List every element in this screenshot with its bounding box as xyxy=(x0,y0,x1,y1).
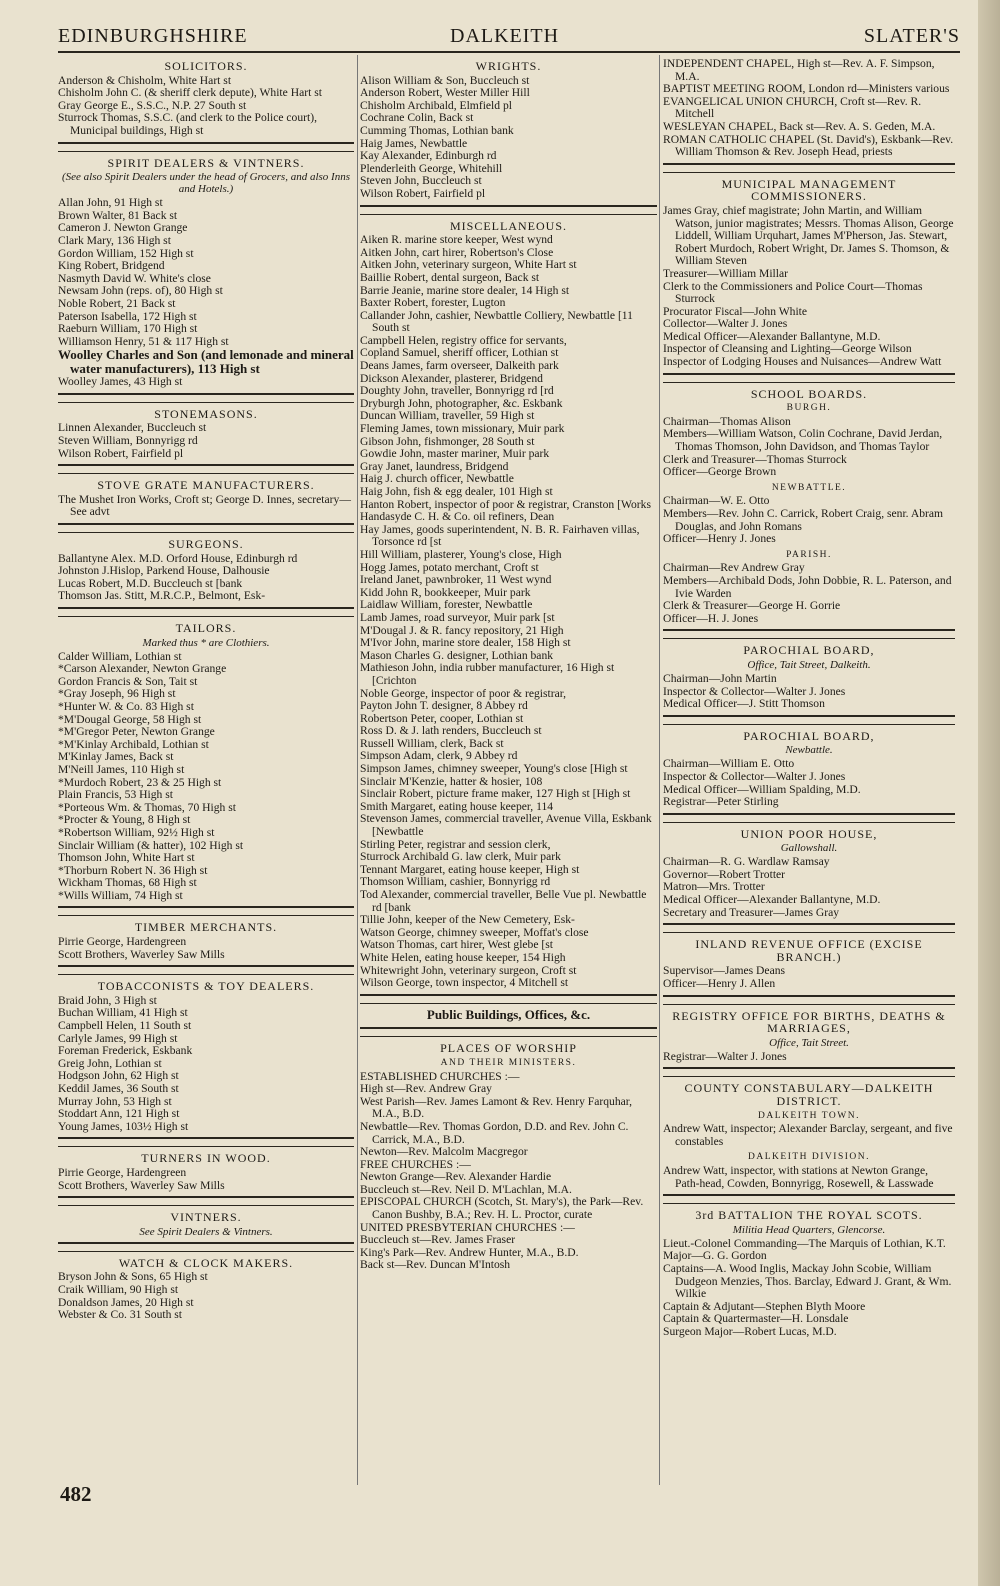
directory-entry: Deans James, farm overseer, Dalkeith park xyxy=(360,359,559,373)
directory-entry: Donaldson James, 20 High st xyxy=(58,1295,194,1309)
directory-entry: Andrew Watt, inspector; Alexander Barclay, sergeant, and five constables xyxy=(663,1122,953,1148)
directory-entry-advert: Woolley Charles and Son (and lemonade and mineral water manufacturers), 113 High st xyxy=(58,347,354,377)
directory-entry: *Murdoch Robert, 23 & 25 High st xyxy=(58,775,222,789)
section-divider xyxy=(663,1194,955,1204)
directory-entry: Gowdie John, master mariner, Muir park xyxy=(360,447,550,461)
directory-entry: Aitken John, cart hirer, Robertson's Close xyxy=(360,245,554,259)
directory-entry: Noble Robert, 21 Back st xyxy=(58,296,176,310)
directory-entry: Haig James, Newbattle xyxy=(360,136,468,150)
directory-entry: Fleming James, town missionary, Muir park xyxy=(360,422,565,436)
directory-entry: Chairman—W. E. Otto xyxy=(663,494,770,508)
directory-entry: Clerk and Treasurer—Thomas Sturrock xyxy=(663,452,847,466)
section-heading: COUNTY CONSTABULARY—DALKEITH DISTRICT. xyxy=(684,1081,934,1108)
directory-entry: Callander John, cashier, Newbattle Colliery, Newbattle [11 South st xyxy=(360,308,633,335)
section-divider xyxy=(663,1067,955,1077)
directory-entry: Campbell Helen, 11 South st xyxy=(58,1019,192,1033)
column-rule xyxy=(357,55,358,1485)
directory-entry: Buccleuch st—Rev. James Fraser xyxy=(360,1233,516,1247)
section-heading: TIMBER MERCHANTS. xyxy=(134,920,278,935)
directory-entry: Campbell Helen, registry office for servants, xyxy=(360,333,567,347)
directory-entry: Officer—Henry J. Jones xyxy=(663,532,776,546)
directory-entry: Carlyle James, 99 High st xyxy=(58,1031,178,1045)
directory-entry: Members—William Watson, Colin Cochrane, David Jerdan, Thomas Thomson, John Davidson, and Thomas Taylor xyxy=(663,427,943,454)
section-divider xyxy=(663,715,955,725)
directory-entry: Sinclair William (& hatter), 102 High st xyxy=(58,838,244,852)
directory-entry: Kidd John R, bookkeeper, Muir park xyxy=(360,585,531,599)
directory-entry: Governor—Robert Trotter xyxy=(663,867,786,881)
directory-entry: Members—Rev. John C. Carrick, Robert Craig, senr. Abram Douglas, and John Romans xyxy=(663,507,944,533)
section-note: Newbattle. xyxy=(785,744,833,757)
directory-entry: Captain & Quartermaster—H. Lonsdale xyxy=(663,1312,849,1326)
directory-section xyxy=(58,464,354,519)
directory-entry: Wilson George, town inspector, 4 Mitchell st xyxy=(360,976,569,990)
section-divider xyxy=(663,995,955,1005)
section-note: See Spirit Dealers & Vintners. xyxy=(139,1225,273,1238)
directory-entry: Registrar—Peter Stirling xyxy=(663,795,779,809)
directory-entry: M'Neill James, 110 High st xyxy=(58,762,185,776)
directory-entry: Inspector & Collector—Walter J. Jones xyxy=(663,769,846,783)
section-note: Gallowshall. xyxy=(780,842,838,855)
section-heading: WRIGHTS. xyxy=(475,59,542,73)
section-heading: SOLICITORS. xyxy=(164,59,248,73)
directory-entry: Lieut.-Colonel Commanding—The Marquis of Lothian, K.T. xyxy=(663,1236,946,1250)
directory-entry: Linnen Alexander, Buccleuch st xyxy=(58,421,207,435)
directory-entry: Tillie John, keeper of the New Cemetery, Esk- xyxy=(360,913,575,927)
directory-section xyxy=(58,142,354,389)
directory-entry: Chairman—Rev Andrew Gray xyxy=(663,561,805,575)
column-middle xyxy=(360,58,657,1275)
directory-entry: Inspector of Cleansing and Lighting—George Wilson xyxy=(663,342,912,356)
directory-entry: Young James, 103½ High st xyxy=(58,1119,189,1133)
directory-entry: King's Park—Rev. Andrew Hunter, M.A., B.D. xyxy=(360,1245,579,1259)
section-note: Office, Tait Street. xyxy=(769,1036,849,1049)
directory-entry: Haig John, fish & egg dealer, 101 High st xyxy=(360,485,553,498)
directory-section xyxy=(663,163,955,369)
directory-entry: Chairman—Thomas Alison xyxy=(663,414,791,428)
directory-entry: Allan John, 91 High st xyxy=(58,196,163,210)
directory-entry: Registrar—Walter J. Jones xyxy=(663,1049,787,1063)
directory-entry: BAPTIST MEETING ROOM, London rd—Ministers various xyxy=(663,82,950,96)
column-left xyxy=(58,58,354,1325)
section-heading: Public Buildings, Offices, &c. xyxy=(426,1006,591,1022)
section-note: Militia Head Quarters, Glencorse. xyxy=(732,1223,886,1236)
directory-entry: Newton Grange—Rev. Alexander Hardie xyxy=(360,1170,552,1184)
directory-entry: Mathieson John, india rubber manufacturer, 16 High st [Crichton xyxy=(360,661,615,687)
directory-entry: Sinclair Robert, picture frame maker, 127 High st [High st xyxy=(360,787,631,801)
directory-entry: Alison William & Son, Buccleuch st xyxy=(360,73,530,87)
directory-section xyxy=(58,523,354,603)
directory-section xyxy=(663,58,955,159)
section-heading: WATCH & CLOCK MAKERS. xyxy=(118,1255,294,1270)
directory-section xyxy=(663,923,955,990)
directory-entry: Keddil James, 36 South st xyxy=(58,1082,179,1095)
page-number: 482 xyxy=(60,1482,92,1506)
section-heading: MISCELLANEOUS. xyxy=(449,218,567,233)
directory-entry: Plenderleith George, Whitehill xyxy=(360,161,503,175)
directory-section xyxy=(663,1151,955,1190)
directory-section xyxy=(58,1242,354,1322)
directory-entry: Hogg James, potato merchant, Croft st xyxy=(360,560,539,574)
directory-entry: Thomson Jas. Stitt, M.R.C.P., Belmont, Esk- xyxy=(58,589,266,603)
directory-entry: Bryson John & Sons, 65 High st xyxy=(58,1270,208,1284)
section-subheading: DALKEITH TOWN. xyxy=(758,1110,860,1121)
directory-entry: Sturrock Thomas, S.S.C. (and clerk to the Police court), Municipal buildings, High st xyxy=(58,111,317,137)
directory-entry: Webster & Co. 31 South st xyxy=(58,1308,183,1322)
directory-entry: Gordon Francis & Son, Tait st xyxy=(58,674,198,688)
header-publisher: SLATER'S xyxy=(863,25,960,47)
directory-entry: EPISCOPAL CHURCH (Scotch, St. Mary's), the Park—Rev. Canon Bushby, B.A.; Rev. H. L. Proctor, curate xyxy=(360,1195,644,1222)
directory-entry: *Procter & Young, 8 High st xyxy=(58,813,191,827)
section-divider xyxy=(58,464,354,474)
directory-entry: Hill William, plasterer, Young's close, High xyxy=(360,547,562,561)
section-divider xyxy=(360,994,657,1004)
directory-entry: Plain Francis, 53 High st xyxy=(58,788,173,802)
directory-entry: Whitewright John, veterinary surgeon, Croft st xyxy=(360,963,577,977)
directory-entry: Gordon William, 152 High st xyxy=(58,246,194,260)
page-edge xyxy=(978,0,1000,1586)
directory-entry: Lucas Robert, M.D. Buccleuch st [bank xyxy=(58,576,243,590)
directory-entry: Buccleuch st—Rev. Neil D. M'Lachlan, M.A. xyxy=(360,1182,572,1196)
directory-entry: Greig John, Lothian st xyxy=(58,1056,162,1070)
directory-entry: Aiken R. marine store keeper, West wynd xyxy=(360,233,553,247)
directory-entry: Clark Mary, 136 High st xyxy=(58,233,171,247)
directory-section xyxy=(58,60,354,138)
directory-entry: M'Kinlay James, Back st xyxy=(58,750,174,764)
directory-entry: Cameron J. Newton Grange xyxy=(58,221,188,235)
directory-entry: *Thorburn Robert N. 36 High st xyxy=(58,863,208,877)
directory-entry: *Carson Alexander, Newton Grange xyxy=(58,662,227,676)
directory-entry: *Wills William, 74 High st xyxy=(58,888,183,902)
directory-entry: Brown Walter, 81 Back st xyxy=(58,208,178,222)
section-divider xyxy=(58,393,354,403)
directory-entry: Noble George, inspector of poor & registrar, xyxy=(360,686,567,700)
section-heading: TOBACCONISTS & TOY DEALERS. xyxy=(97,979,315,994)
directory-entry: Supervisor—James Deans xyxy=(663,964,786,978)
directory-entry: Robertson Peter, cooper, Lothian st xyxy=(360,711,524,725)
directory-entry: Members—Archibald Dods, John Dobbie, R. L. Paterson, and Ivie Warden xyxy=(663,573,952,600)
section-heading: STONEMASONS. xyxy=(154,406,258,421)
directory-entry: *Porteous Wm. & Thomas, 70 High st xyxy=(58,800,236,814)
directory-entry: Hay James, goods superintendent, N. B. R. Fairhaven villas, Torsonce rd [st xyxy=(360,522,640,549)
directory-entry: High st—Rev. Andrew Gray xyxy=(360,1082,492,1096)
section-divider xyxy=(58,607,354,617)
directory-section xyxy=(663,482,955,546)
directory-entry: Ballantyne Alex. M.D. Orford House, Edinburgh rd xyxy=(58,551,298,565)
directory-entry: Thomson John, White Hart st xyxy=(58,851,195,865)
directory-entry: Gray Janet, laundress, Bridgend xyxy=(360,459,509,473)
directory-entry: ROMAN CATHOLIC CHAPEL (St. David's), Eskbank—Rev. William Thomson & Rev. Joseph Head, priests xyxy=(663,132,954,159)
directory-entry: Haig J. church officer, Newbattle xyxy=(360,472,514,486)
directory-entry: Andrew Watt, inspector, with stations at Newton Grange, Path-head, Cowden, Bonnyrigg, Rosewell, & Lasswade xyxy=(663,1163,934,1190)
directory-entry: Tennant Margaret, eating house keeper, High st xyxy=(360,862,580,876)
directory-entry: EVANGELICAL UNION CHURCH, Croft st—Rev. R. Mitchell xyxy=(663,94,922,121)
section-divider xyxy=(663,629,955,639)
directory-entry: Lamb James, road surveyor, Muir park [st xyxy=(360,610,555,624)
directory-entry: Watson George, chimney sweeper, Moffat's close xyxy=(360,925,589,939)
directory-entry: Baxter Robert, forester, Lugton xyxy=(360,296,506,310)
directory-entry: Nasmyth David W. White's close xyxy=(58,271,211,285)
directory-entry: Clerk & Treasurer—George H. Gorrie xyxy=(663,599,841,613)
directory-section xyxy=(663,1067,955,1148)
directory-entry: *M'Gregor Peter, Newton Grange xyxy=(58,725,215,739)
section-divider xyxy=(663,813,955,823)
section-heading: PAROCHIAL BOARD, xyxy=(743,643,875,658)
directory-entry: Medical Officer—J. Stitt Thomson xyxy=(663,697,825,711)
section-divider xyxy=(58,142,354,152)
directory-entry: M'Ivor John, marine store dealer, 158 High st xyxy=(360,636,571,650)
directory-section xyxy=(360,60,657,201)
directory-entry: Stevenson James, commercial traveller, Avenue Villa, Eskbank [Newbattle xyxy=(360,812,652,839)
directory-entry: Barrie Jeanie, marine store dealer, 14 High st xyxy=(360,283,570,297)
directory-entry: Wilson Robert, Fairfield pl xyxy=(360,186,486,200)
directory-entry: Dryburgh John, photographer, &c. Eskbank xyxy=(360,396,563,410)
header-rule xyxy=(58,51,960,53)
directory-entry: Major—G. G. Gordon xyxy=(663,1249,767,1263)
section-divider xyxy=(58,523,354,533)
directory-entry: Chisholm Archibald, Elmfield pl xyxy=(360,98,512,112)
directory-entry: Raeburn William, 170 High st xyxy=(58,322,198,336)
directory-entry: Smith Margaret, eating house keeper, 114 xyxy=(360,799,554,813)
section-heading: STOVE GRATE MANUFACTURERS. xyxy=(97,478,315,493)
directory-entry: UNITED PRESBYTERIAN CHURCHES :— xyxy=(360,1220,575,1234)
section-heading: VINTNERS. xyxy=(170,1210,242,1225)
directory-entry: Treasurer—William Millar xyxy=(663,266,789,280)
directory-entry: Clerk to the Commissioners and Police Court—Thomas Sturrock xyxy=(663,279,923,306)
directory-entry: Johnston J.Hislop, Parkend House, Dalhousie xyxy=(58,564,270,578)
section-heading: SCHOOL BOARDS. xyxy=(750,386,868,401)
directory-entry: Thomson William, cashier, Bonnyrigg rd xyxy=(360,875,551,889)
section-divider xyxy=(58,1137,354,1147)
directory-entry: Doughty John, traveller, Bonnyrigg rd [rd xyxy=(360,384,554,398)
section-divider xyxy=(663,163,955,173)
directory-section xyxy=(58,1137,354,1192)
directory-entry: Medical Officer—Alexander Ballantyne, M.D. xyxy=(663,893,881,907)
directory-entry: Handasyde C. H. & Co. oil refiners, Dean xyxy=(360,510,555,524)
directory-entry: Copland Samuel, sheriff officer, Lothian st xyxy=(360,346,559,360)
directory-entry: Newsam John (reps. of), 80 High st xyxy=(58,284,223,298)
directory-entry: Duncan William, traveller, 59 High st xyxy=(360,409,535,423)
section-heading: 3rd BATTALION THE ROYAL SCOTS. xyxy=(695,1208,923,1223)
section-heading: SPIRIT DEALERS & VINTNERS. xyxy=(107,155,305,170)
section-divider xyxy=(663,923,955,933)
directory-entry: Ireland Janet, pawnbroker, 11 West wynd xyxy=(360,573,552,587)
directory-entry: Surgeon Major—Robert Lucas, M.D. xyxy=(663,1324,837,1338)
section-divider xyxy=(58,1196,354,1206)
section-subheading: BURGH. xyxy=(786,403,832,414)
section-divider xyxy=(360,1027,657,1037)
directory-entry: Scott Brothers, Waverley Saw Mills xyxy=(58,1178,225,1192)
section-divider xyxy=(360,205,657,215)
directory-section xyxy=(58,1196,354,1238)
directory-entry: Watson Thomas, cart hirer, West glebe [st xyxy=(360,938,553,952)
directory-entry: Mason Charles G. designer, Lothian bank xyxy=(360,648,554,662)
directory-entry: Calder William, Lothian st xyxy=(58,649,182,663)
directory-entry: M'Dougal J. & R. fancy repository, 21 High xyxy=(360,623,564,637)
directory-entry: White Helen, eating house keeper, 154 High xyxy=(360,950,566,964)
directory-entry: Craik William, 90 High st xyxy=(58,1282,179,1296)
directory-entry: Buchan William, 41 High st xyxy=(58,1006,188,1020)
directory-entry: Dickson Alexander, plasterer, Bridgend xyxy=(360,371,543,385)
directory-entry: Sinclair M'Kenzie, hatter & hosier, 108 xyxy=(360,774,543,788)
directory-entry: The Mushet Iron Works, Croft st; George D. Innes, secretary—See advt xyxy=(58,492,351,519)
directory-entry: Inspector & Collector—Walter J. Jones xyxy=(663,684,846,698)
directory-entry: Officer—George Brown xyxy=(663,465,777,479)
directory-entry: Williamson Henry, 51 & 117 High st xyxy=(58,334,229,348)
header-town: DALKEITH xyxy=(450,25,560,47)
directory-entry: Simpson James, chimney sweeper, Young's close [High st xyxy=(360,762,628,776)
directory-section xyxy=(663,629,955,710)
directory-entry: Chairman—William E. Otto xyxy=(663,757,795,771)
directory-section xyxy=(58,393,354,460)
section-subheading: NEWBATTLE. xyxy=(771,482,847,493)
directory-entry: Cochrane Colin, Back st xyxy=(360,111,474,125)
directory-entry: Steven John, Buccleuch st xyxy=(360,174,482,188)
directory-entry: *M'Dougal George, 58 High st xyxy=(58,712,202,726)
directory-entry: Procurator Fiscal—John White xyxy=(663,304,808,318)
directory-entry: Chairman—R. G. Wardlaw Ramsay xyxy=(663,855,830,869)
directory-section xyxy=(360,994,657,1022)
directory-entry: Secretary and Treasurer—James Gray xyxy=(663,905,840,919)
column-rule xyxy=(659,55,660,1485)
directory-entry: Medical Officer—William Spalding, M.D. xyxy=(663,782,861,796)
directory-section xyxy=(360,205,657,990)
section-subheading: AND THEIR MINISTERS. xyxy=(440,1057,577,1068)
directory-entry: Gray George E., S.S.C., N.P. 27 South st xyxy=(58,98,247,112)
directory-entry: Cumming Thomas, Lothian bank xyxy=(360,123,514,137)
directory-entry: Braid John, 3 High st xyxy=(58,993,157,1007)
section-heading: UNION POOR HOUSE, xyxy=(740,826,878,841)
directory-section xyxy=(663,813,955,920)
directory-entry: Inspector of Lodging Houses and Nuisances—Andrew Watt xyxy=(663,355,942,369)
directory-entry: Stoddart Ann, 121 High st xyxy=(58,1107,180,1121)
directory-entry: *Robertson William, 92½ High st xyxy=(58,825,215,839)
section-divider xyxy=(663,373,955,383)
directory-entry: Captains—A. Wood Inglis, Mackay John Scobie, William Dudgeon Menzies, Thos. Barclay, Edward J. Grant, & Wm. Wilkie xyxy=(663,1261,952,1301)
directory-entry: Steven William, Bonnyrigg rd xyxy=(58,434,198,448)
directory-entry: INDEPENDENT CHAPEL, High st—Rev. A. F. Simpson, M.A. xyxy=(663,57,935,83)
directory-entry: West Parish—Rev. James Lamont & Rev. Henry Farquhar, M.A., B.D. xyxy=(360,1094,633,1121)
directory-entry: Woolley James, 43 High st xyxy=(58,375,183,389)
directory-entry: Hodgson John, 62 High st xyxy=(58,1069,179,1083)
section-note: (See also Spirit Dealers under the head of Grocers, and also Inns and Hotels.) xyxy=(61,171,350,196)
directory-entry: Ross D. & J. lath renders, Buccleuch st xyxy=(360,724,542,738)
directory-entry: Baillie Robert, dental surgeon, Back st xyxy=(360,270,540,284)
directory-entry: FREE CHURCHES :— xyxy=(360,1157,471,1171)
directory-section xyxy=(663,995,955,1064)
directory-entry: Pirrie George, Hardengreen xyxy=(58,1165,187,1179)
directory-entry: Sturrock Archibald G. law clerk, Muir park xyxy=(360,850,561,864)
directory-entry: Wickham Thomas, 68 High st xyxy=(58,876,197,890)
directory-section xyxy=(663,715,955,809)
section-divider xyxy=(58,906,354,916)
section-heading: SURGEONS. xyxy=(168,537,244,552)
section-divider xyxy=(58,1242,354,1252)
directory-entry: Tod Alexander, commercial traveller, Belle Vue pl. Newbattle rd [bank xyxy=(360,888,647,914)
directory-entry: Murray John, 53 High st xyxy=(58,1094,172,1108)
directory-entry: Officer—Henry J. Allen xyxy=(663,977,776,991)
section-heading: TURNERS IN WOOD. xyxy=(141,1151,271,1166)
directory-entry: Pirrie George, Hardengreen xyxy=(58,935,187,949)
directory-section xyxy=(58,906,354,961)
column-right xyxy=(663,58,955,1342)
directory-section xyxy=(663,1194,955,1338)
directory-entry: Anderson Robert, Wester Miller Hill xyxy=(360,86,530,100)
directory-entry: Matron—Mrs. Trotter xyxy=(663,880,765,894)
directory-entry: Chairman—John Martin xyxy=(663,671,777,685)
directory-entry: King Robert, Bridgend xyxy=(58,259,165,273)
directory-entry: WESLEYAN CHAPEL, Back st—Rev. A. S. Geden, M.A. xyxy=(663,119,936,133)
header-county: EDINBURGHSHIRE xyxy=(58,25,248,47)
directory-entry: Simpson Adam, clerk, 9 Abbey rd xyxy=(360,749,518,763)
directory-section xyxy=(663,373,955,479)
section-heading: PAROCHIAL BOARD, xyxy=(743,728,875,743)
directory-entry: Stirling Peter, registrar and session clerk, xyxy=(360,837,551,851)
directory-entry: Paterson Isabella, 172 High st xyxy=(58,309,197,323)
directory-entry: ESTABLISHED CHURCHES :— xyxy=(360,1069,520,1083)
directory-entry: Officer—H. J. Jones xyxy=(663,611,759,625)
running-header xyxy=(58,25,960,51)
directory-entry: Kay Alexander, Edinburgh rd xyxy=(360,149,497,163)
directory-entry: James Gray, chief magistrate; John Martin, and William Watson, junior magistrates; Messrs. Thomas Alison, George Liddell, William Urquhart, James M'Pherson, Jas. Stewart, Robert Murdoch, Robert Wright, Dr. James S. Thomson, & William Steven xyxy=(663,203,954,268)
directory-entry: Medical Officer—Alexander Ballantyne, M.D. xyxy=(663,329,881,343)
section-divider xyxy=(58,965,354,975)
directory-entry: Foreman Frederick, Eskbank xyxy=(58,1044,193,1058)
directory-entry: Gibson John, fishmonger, 28 South st xyxy=(360,434,535,448)
directory-entry: *Hunter W. & Co. 83 High st xyxy=(58,699,194,713)
directory-entry: *M'Kinlay Archibald, Lothian st xyxy=(58,737,209,751)
section-heading: INLAND REVENUE OFFICE (EXCISE BRANCH.) xyxy=(695,937,923,964)
directory-entry: Newton—Rev. Malcolm Macgregor xyxy=(360,1145,528,1159)
section-note: Office, Tait Street, Dalkeith. xyxy=(747,658,871,671)
directory-entry: Russell William, clerk, Back st xyxy=(360,736,504,750)
directory-entry: Collector—Walter J. Jones xyxy=(663,317,788,331)
directory-entry: *Gray Joseph, 96 High st xyxy=(58,687,176,701)
directory-entry: Captain & Adjutant—Stephen Blyth Moore xyxy=(663,1299,866,1313)
directory-entry: Aitken John, veterinary surgeon, White Hart st xyxy=(360,258,577,272)
section-heading: MUNICIPAL MANAGEMENT COMMISSIONERS. xyxy=(721,176,897,204)
directory-entry: Hanton Robert, inspector of poor & registrar, Cranston [Works xyxy=(360,497,651,511)
section-heading: TAILORS. xyxy=(175,621,237,635)
directory-entry: Scott Brothers, Waverley Saw Mills xyxy=(58,947,225,961)
section-heading: REGISTRY OFFICE FOR BIRTHS, DEATHS & MARRIAGES, xyxy=(672,1008,946,1036)
directory-entry: Chisholm John C. (& sheriff clerk depute), White Hart st xyxy=(58,86,322,100)
directory-entry: Wilson Robert, Fairfield pl xyxy=(58,446,184,460)
directory-entry: Laidlaw William, forester, Newbattle xyxy=(360,598,533,612)
directory-section xyxy=(663,549,955,626)
directory-section xyxy=(360,1027,657,1272)
directory-entry: Newbattle—Rev. Thomas Gordon, D.D. and Rev. John C. Carrick, M.A., B.D. xyxy=(360,1119,629,1146)
section-subheading: DALKEITH DIVISION. xyxy=(748,1152,870,1163)
directory-entry: Anderson & Chisholm, White Hart st xyxy=(58,73,232,87)
directory-section xyxy=(58,965,354,1133)
section-heading: PLACES OF WORSHIP xyxy=(440,1041,577,1056)
directory-entry: Back st—Rev. Duncan M'Intosh xyxy=(360,1258,511,1272)
section-subheading: PARISH. xyxy=(786,549,832,560)
section-note: Marked thus * are Clothiers. xyxy=(142,636,270,649)
directory-section xyxy=(58,607,354,902)
directory-entry: Payton John T. designer, 8 Abbey rd xyxy=(360,699,528,713)
